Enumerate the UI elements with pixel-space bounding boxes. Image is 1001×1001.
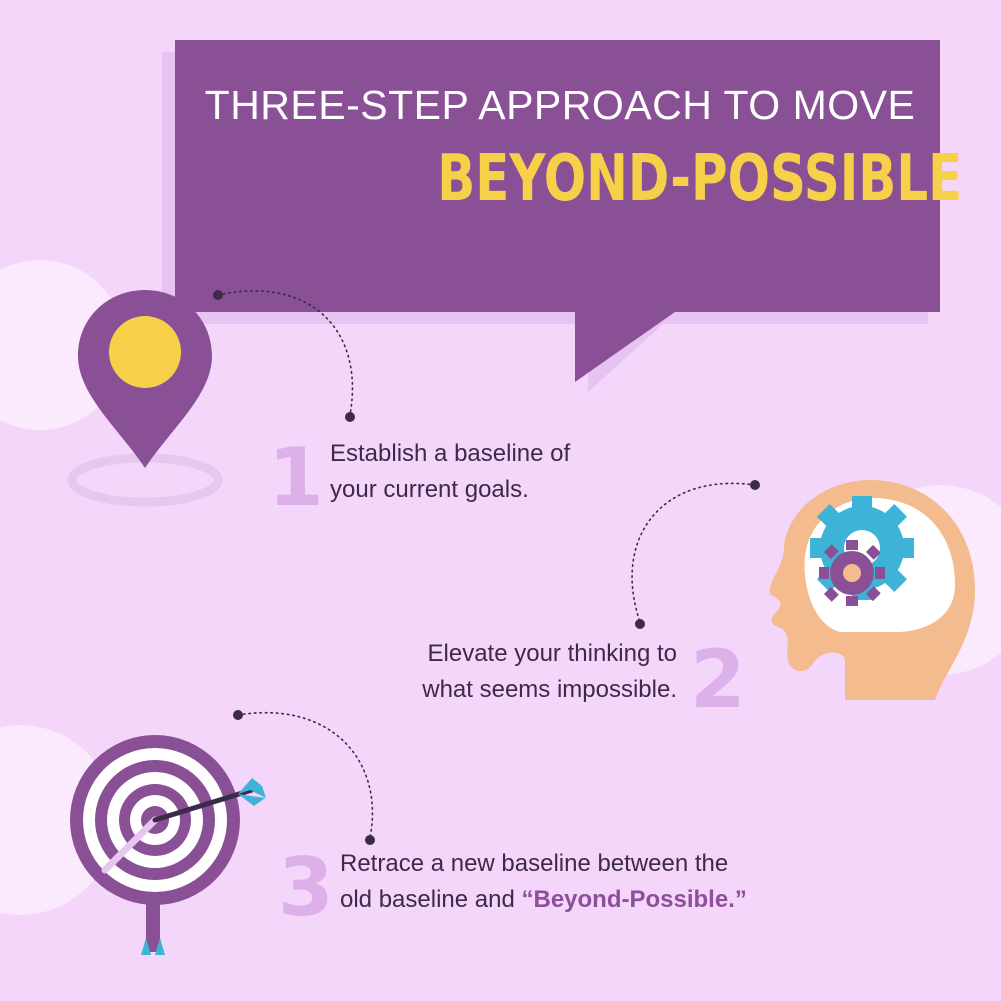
title-line-2: BEYOND-POSSIBLE — [437, 142, 963, 216]
step-3-number: 3 — [278, 841, 334, 934]
step-3-line-2 — [340, 882, 747, 918]
step-3-emphasis: “Beyond-Possible.” — [521, 886, 747, 913]
dotted-connectors — [218, 291, 755, 838]
head-gear-icon — [770, 480, 975, 700]
step-3-line-2-plain: old baseline and — [340, 886, 522, 913]
step-1-number: 1 — [268, 431, 324, 524]
step-3-text — [340, 846, 747, 918]
map-pin-icon — [72, 290, 218, 502]
step-2-number: 2 — [690, 633, 746, 726]
target-arrow-icon — [70, 735, 266, 955]
step-1-text — [330, 436, 570, 508]
title-line-1: THREE-STEP APPROACH TO MOVE — [204, 82, 916, 128]
step-2-line-2: what seems impossible. — [422, 676, 677, 703]
connector-dots — [213, 290, 760, 845]
step-1-line-2: your current goals. — [330, 476, 529, 503]
step-1-line-1: Establish a baseline of — [330, 440, 571, 467]
step-2-text — [405, 636, 677, 708]
step-3-line-1: Retrace a new baseline between the — [340, 850, 729, 877]
step-2-line-1: Elevate your thinking to — [427, 640, 677, 667]
